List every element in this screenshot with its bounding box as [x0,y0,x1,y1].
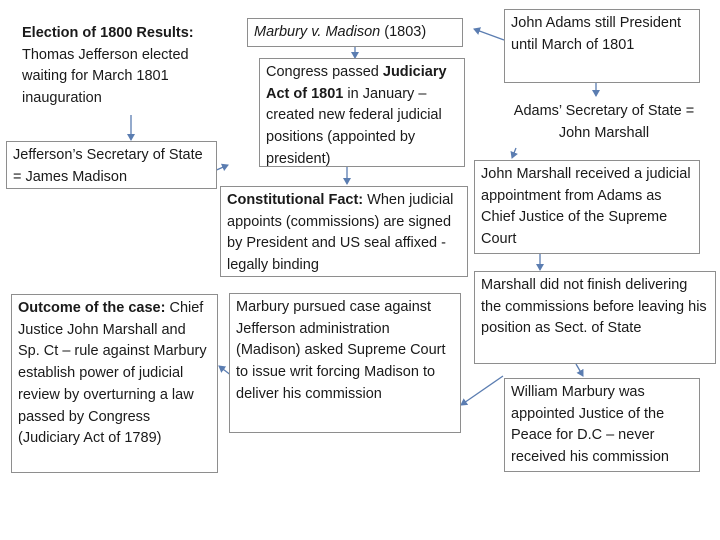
jefferson-secretary-box [6,141,217,189]
adams-president-box [504,9,700,83]
william-marbury-box [504,378,700,472]
case-year: (1803) [380,24,427,40]
arrow-adams-president-to-title [474,29,504,40]
jefferson-secretary-text: Jefferson’s Secretary of State = James Madison [13,147,203,185]
judiciary-act-box [259,58,465,167]
constitutional-fact-heading: Constitutional Fact: [227,192,364,208]
election-results-heading: Election of 1800 Results: [22,25,194,41]
marshall-did-not-finish-text: Marshall did not finish delivering the commissions before leaving his position as Sect. of State [481,277,707,337]
election-results-box [15,19,215,115]
judiciary-act-pre: Congress passed [266,64,383,80]
constitutional-fact-body: When judicial appoints (commissions) are signed by President and US seal affixed - legally binding [227,192,454,274]
outcome-heading: Outcome of the case: [18,300,166,316]
judiciary-act-bold: Judiciary Act of 1801 [266,64,447,102]
outcome-box [11,294,218,473]
arrow-william-marbury-to-marbury-pursued [461,376,503,405]
william-marbury-text: William Marbury was appointed Justice of the Peace for D.C – never received his commission [511,384,669,466]
adams-secretary-box [504,97,704,147]
marbury-pursued-box [229,293,461,433]
marshall-appointment-box [474,160,700,254]
adams-president-text: John Adams still President until March of 1801 [511,15,682,53]
election-results-body: Thomas Jefferson elected waiting for March 1801 inauguration [22,46,189,107]
constitutional-fact-box [220,186,468,277]
case-name: Marbury v. Madison [254,24,381,40]
outcome-body: Chief Justice John Marshall and Sp. Ct – rule against Marbury establish power of judicial review by overturning a law passed by Congress (Judiciary Act of 1789) [18,300,207,447]
judiciary-act-post: in January – created new federal judicial positions (appointed by president) [266,85,442,167]
adams-secretary-text: Adams’ Secretary of State = John Marshall [513,103,695,141]
arrow-adams-secretary-to-marshall-appointment [512,148,516,158]
marshall-did-not-finish-box [474,271,716,364]
marbury-pursued-text: Marbury pursued case against Jefferson administration (Madison) asked Supreme Court to issue writ forcing Madison to deliver his commission [236,299,446,402]
marshall-appointment-text: John Marshall received a judicial appointment from Adams as Chief Justice of the Supreme Court [481,166,691,248]
case-title-box [247,18,463,47]
arrow-did-not-finish-to-william-marbury [576,364,583,376]
